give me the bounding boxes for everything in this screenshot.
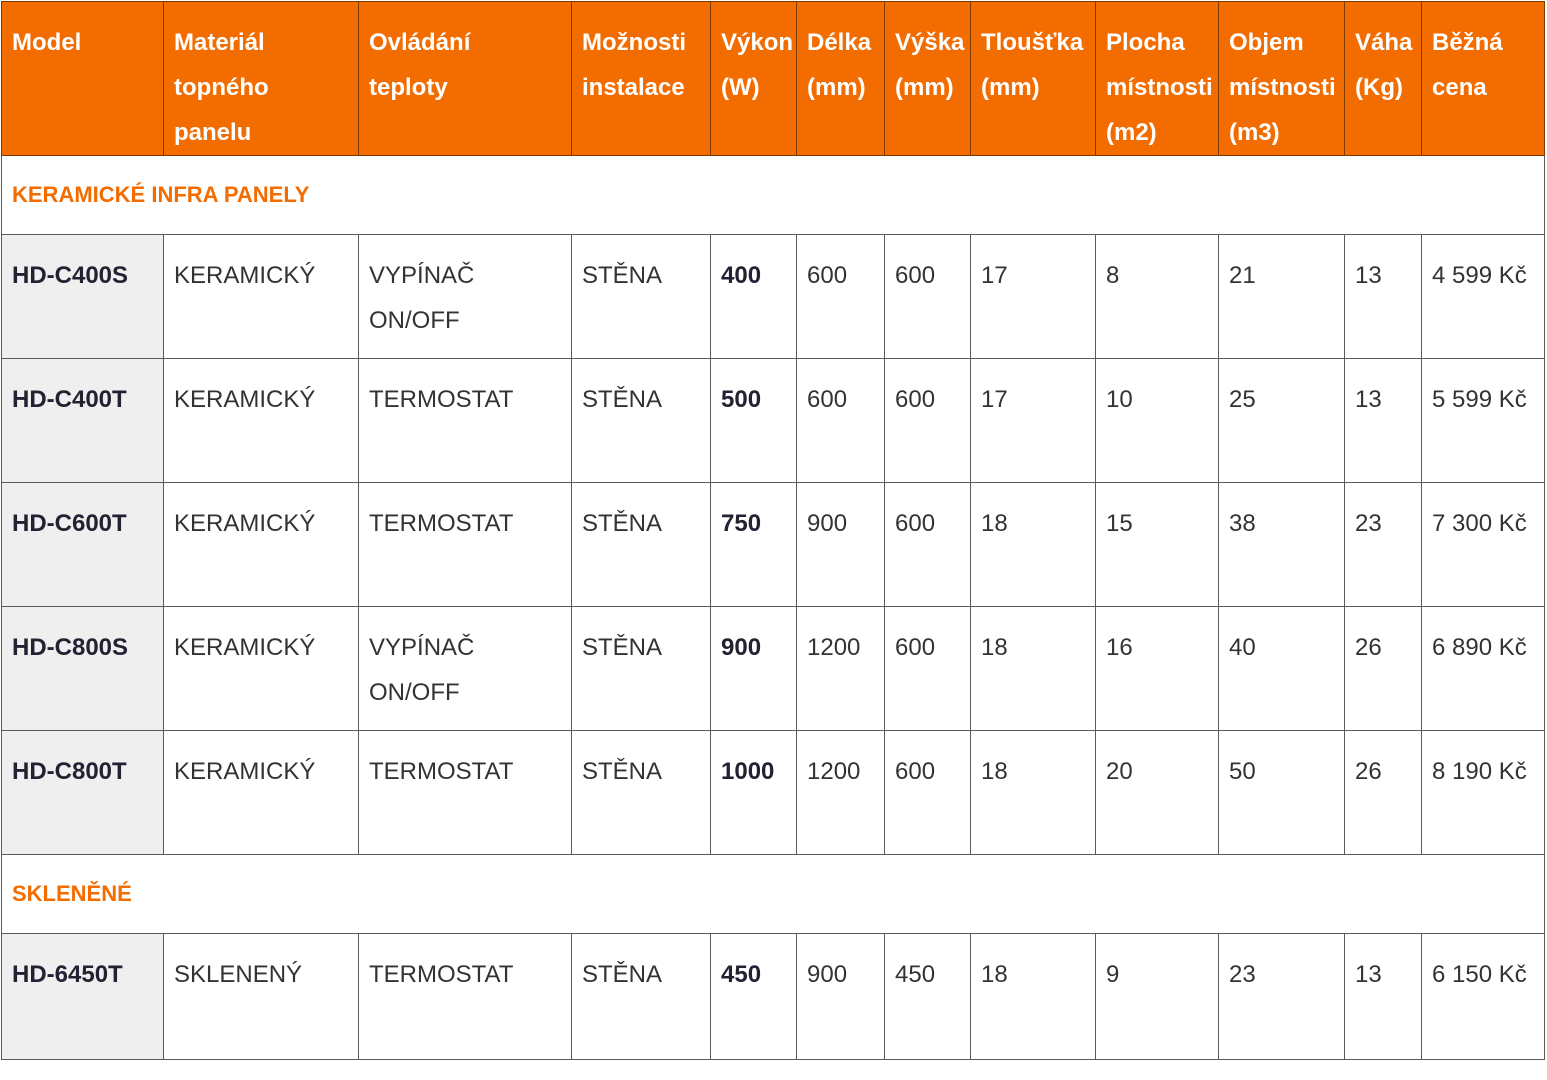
- cell-temperature-control: TERMOSTAT: [359, 483, 572, 607]
- cell-power: 450: [711, 934, 797, 1060]
- cell-height: 600: [885, 235, 971, 359]
- cell-length: 900: [797, 934, 885, 1060]
- cell-height: 600: [885, 359, 971, 483]
- table-body: [2, 156, 1545, 1060]
- cell-thickness: 18: [971, 934, 1096, 1060]
- cell-price: 4 599 Kč: [1422, 235, 1545, 359]
- cell-installation: STĚNA: [572, 483, 711, 607]
- cell-room-volume: 38: [1219, 483, 1345, 607]
- cell-material: KERAMICKÝ: [164, 235, 359, 359]
- cell-temperature-control: TERMOSTAT: [359, 731, 572, 855]
- cell-price: 8 190 Kč: [1422, 731, 1545, 855]
- cell-temperature-control: TERMOSTAT: [359, 934, 572, 1060]
- cell-weight: 13: [1345, 359, 1422, 483]
- table-row: [2, 235, 1545, 359]
- cell-room-area: 16: [1096, 607, 1219, 731]
- header-thickness: Tloušťka (mm): [971, 2, 1096, 156]
- cell-room-volume: 21: [1219, 235, 1345, 359]
- header-row: [2, 2, 1545, 156]
- cell-model: HD-C600T: [2, 483, 164, 607]
- cell-installation: STĚNA: [572, 235, 711, 359]
- cell-room-area: 20: [1096, 731, 1219, 855]
- cell-material: KERAMICKÝ: [164, 607, 359, 731]
- header-model: Model: [2, 2, 164, 156]
- header-height: Výška (mm): [885, 2, 971, 156]
- cell-room-volume: 50: [1219, 731, 1345, 855]
- cell-length: 900: [797, 483, 885, 607]
- cell-power: 1000: [711, 731, 797, 855]
- cell-weight: 26: [1345, 607, 1422, 731]
- cell-temperature-control: VYPÍNAČ ON/OFF: [359, 607, 572, 731]
- cell-material: KERAMICKÝ: [164, 359, 359, 483]
- table-row: [2, 731, 1545, 855]
- cell-power: 400: [711, 235, 797, 359]
- cell-weight: 23: [1345, 483, 1422, 607]
- cell-room-volume: 40: [1219, 607, 1345, 731]
- cell-height: 600: [885, 607, 971, 731]
- cell-thickness: 17: [971, 235, 1096, 359]
- table-row: [2, 934, 1545, 1060]
- header-installation: Možnosti instalace: [572, 2, 711, 156]
- header-room-area: Plocha místnosti (m2): [1096, 2, 1219, 156]
- cell-length: 1200: [797, 607, 885, 731]
- cell-model: HD-C400S: [2, 235, 164, 359]
- header-price: Běžná cena: [1422, 2, 1545, 156]
- header-weight: Váha (Kg): [1345, 2, 1422, 156]
- cell-temperature-control: VYPÍNAČ ON/OFF: [359, 235, 572, 359]
- table-row: [2, 359, 1545, 483]
- cell-height: 600: [885, 483, 971, 607]
- cell-room-area: 9: [1096, 934, 1219, 1060]
- cell-material: KERAMICKÝ: [164, 731, 359, 855]
- cell-installation: STĚNA: [572, 934, 711, 1060]
- cell-price: 7 300 Kč: [1422, 483, 1545, 607]
- cell-weight: 26: [1345, 731, 1422, 855]
- cell-installation: STĚNA: [572, 731, 711, 855]
- cell-thickness: 18: [971, 607, 1096, 731]
- cell-length: 600: [797, 359, 885, 483]
- cell-power: 750: [711, 483, 797, 607]
- cell-material: KERAMICKÝ: [164, 483, 359, 607]
- section-title: SKLENĚNÉ: [2, 855, 1545, 934]
- header-material: Materiál topného panelu: [164, 2, 359, 156]
- cell-temperature-control: TERMOSTAT: [359, 359, 572, 483]
- cell-thickness: 17: [971, 359, 1096, 483]
- spec-table: [1, 1, 1545, 1060]
- cell-model: HD-C400T: [2, 359, 164, 483]
- cell-model: HD-6450T: [2, 934, 164, 1060]
- cell-material: SKLENENÝ: [164, 934, 359, 1060]
- header-length: Délka (mm): [797, 2, 885, 156]
- cell-room-area: 10: [1096, 359, 1219, 483]
- cell-power: 500: [711, 359, 797, 483]
- cell-length: 1200: [797, 731, 885, 855]
- header-room-volume: Objem místnosti (m3): [1219, 2, 1345, 156]
- section-title: KERAMICKÉ INFRA PANELY: [2, 156, 1545, 235]
- cell-power: 900: [711, 607, 797, 731]
- cell-installation: STĚNA: [572, 607, 711, 731]
- cell-price: 6 150 Kč: [1422, 934, 1545, 1060]
- cell-room-area: 8: [1096, 235, 1219, 359]
- cell-weight: 13: [1345, 235, 1422, 359]
- cell-height: 600: [885, 731, 971, 855]
- header-temperature-control: Ovládání teploty: [359, 2, 572, 156]
- table-row: [2, 483, 1545, 607]
- cell-model: HD-C800S: [2, 607, 164, 731]
- cell-model: HD-C800T: [2, 731, 164, 855]
- cell-room-volume: 23: [1219, 934, 1345, 1060]
- cell-thickness: 18: [971, 731, 1096, 855]
- cell-length: 600: [797, 235, 885, 359]
- cell-price: 6 890 Kč: [1422, 607, 1545, 731]
- section-row: [2, 855, 1545, 934]
- cell-weight: 13: [1345, 934, 1422, 1060]
- section-row: [2, 156, 1545, 235]
- cell-installation: STĚNA: [572, 359, 711, 483]
- cell-thickness: 18: [971, 483, 1096, 607]
- header-power: Výkon (W): [711, 2, 797, 156]
- cell-room-area: 15: [1096, 483, 1219, 607]
- table-row: [2, 607, 1545, 731]
- cell-price: 5 599 Kč: [1422, 359, 1545, 483]
- cell-room-volume: 25: [1219, 359, 1345, 483]
- cell-height: 450: [885, 934, 971, 1060]
